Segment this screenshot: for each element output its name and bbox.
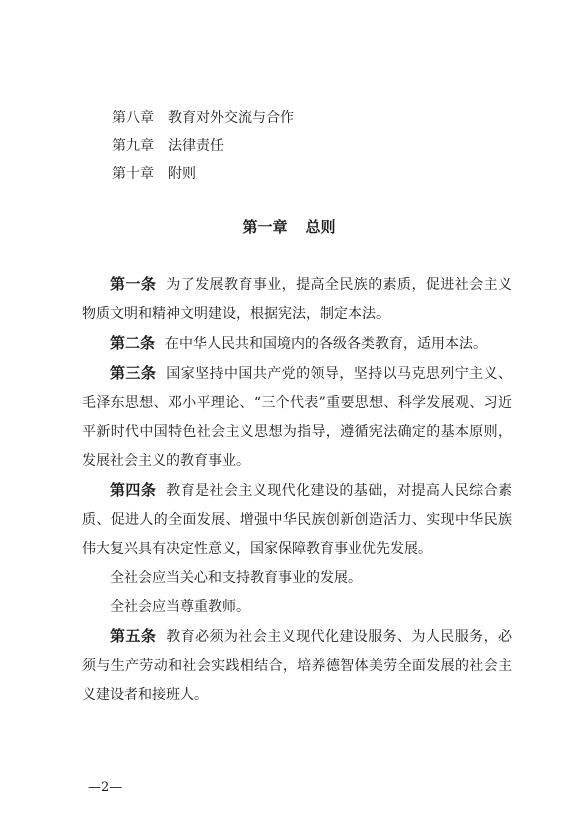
article-label: 第二条 bbox=[110, 334, 156, 352]
article-label: 第三条 bbox=[110, 364, 157, 382]
document-body bbox=[82, 270, 512, 710]
toc-item bbox=[112, 160, 512, 188]
article-label: 第四条 bbox=[110, 481, 157, 499]
toc-item bbox=[112, 132, 512, 160]
toc-chapter-number: 第十章 bbox=[112, 166, 154, 182]
article-label: 第五条 bbox=[110, 627, 157, 645]
article-text: 在中华人民共和国境内的各级各类教育，适用本法。 bbox=[165, 336, 488, 352]
toc-chapter-number: 第八章 bbox=[112, 110, 154, 126]
toc-chapter-title: 法律责任 bbox=[168, 138, 224, 154]
paragraph-text: 全社会应当尊重教师。 bbox=[110, 599, 250, 615]
article-paragraph bbox=[82, 329, 512, 359]
toc-chapter-title: 附则 bbox=[168, 166, 196, 182]
toc-chapter-title: 教育对外交流与合作 bbox=[168, 110, 294, 126]
toc-chapter-number: 第九章 bbox=[112, 138, 154, 154]
article-paragraph bbox=[82, 622, 512, 710]
article-text: 为了发展教育事业，提高全民族的素质，促进社会主义物质文明和精神文明建设，根据宪法，制定本法。 bbox=[82, 277, 512, 322]
article-paragraph bbox=[82, 270, 512, 329]
paragraph-text: 全社会应当关心和支持教育事业的发展。 bbox=[110, 570, 362, 586]
article-text: 教育是社会主义现代化建设的基础，对提高人民综合素质、促进人的全面发展、增强中华民族创新创造活力、实现中华民族伟大复兴具有决定性意义，国家保障教育事业优先发展。 bbox=[82, 483, 512, 557]
article-paragraph bbox=[82, 476, 512, 564]
chapter-title: 总则 bbox=[305, 218, 336, 236]
article-text: 国家坚持中国共产党的领导，坚持以马克思列宁主义、毛泽东思想、邓小平理论、“三个代表”重要思想、科学发展观、习近平新时代中国特色社会主义思想为指导，遵循宪法确定的基本原则，发展社会主义的教育事业。 bbox=[82, 366, 512, 469]
article-label: 第一条 bbox=[110, 275, 157, 293]
article-paragraph bbox=[82, 359, 512, 476]
continuation-paragraph bbox=[82, 593, 512, 622]
chapter-heading bbox=[0, 215, 578, 239]
continuation-paragraph bbox=[82, 564, 512, 593]
article-text: 教育必须为社会主义现代化建设服务、为人民服务，必须与生产劳动和社会实践相结合，培养德智体美劳全面发展的社会主义建设者和接班人。 bbox=[82, 629, 512, 703]
table-of-contents bbox=[112, 104, 512, 188]
page-number: —2— bbox=[88, 780, 123, 795]
toc-item bbox=[112, 104, 512, 132]
chapter-number: 第一章 bbox=[242, 218, 288, 236]
